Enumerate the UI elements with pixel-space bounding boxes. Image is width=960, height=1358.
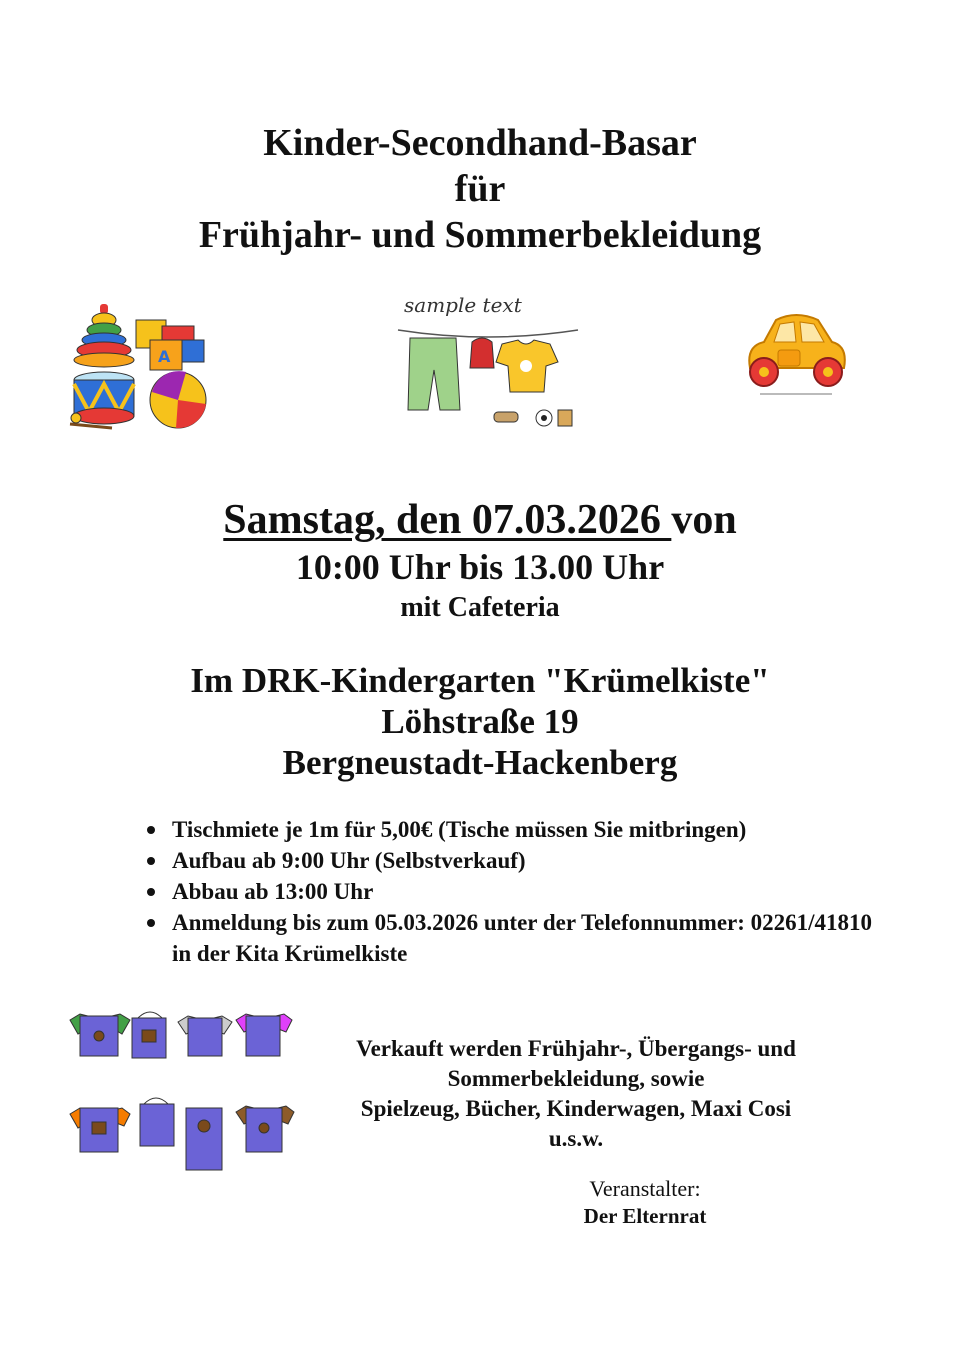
location-line-3: Bergneustadt-Hackenberg xyxy=(282,743,678,782)
details-list xyxy=(172,814,892,969)
event-time: 10:00 Uhr bis 13.00 Uhr xyxy=(295,547,665,587)
event-date-suffix: von xyxy=(671,497,737,543)
sale-info-line-1: Verkauft werden Frühjahr-, Übergangs- und xyxy=(356,1036,796,1061)
toy-car-illustration xyxy=(740,306,852,402)
details-item: Anmeldung bis zum 05.03.2026 unter der Telefonnummer: 02261/41810 in der Kita Krümelkiste xyxy=(172,907,892,969)
clothing-illustration xyxy=(66,998,298,1176)
organizer-name: Der Elternrat xyxy=(583,1204,707,1228)
sale-info-line-3: Spielzeug, Bücher, Kinderwagen, Maxi Cosi xyxy=(360,1096,792,1121)
sale-info xyxy=(316,1034,836,1154)
svg-text:A: A xyxy=(158,347,171,366)
title-line-3: Frühjahr- und Sommerbekleidung xyxy=(198,214,762,256)
details-item: Tischmiete je 1m für 5,00€ (Tische müssen Sie mitbringen) xyxy=(172,814,892,845)
sale-info-line-4: u.s.w. xyxy=(548,1126,604,1151)
sale-info-line-2: Sommerbekleidung, sowie xyxy=(447,1066,705,1091)
location-line-2: Löhstraße 19 xyxy=(381,702,579,741)
event-date xyxy=(0,496,960,544)
title-line-2: für xyxy=(454,168,506,210)
event-date-underlined: Samstag, den 07.03.2026 xyxy=(223,497,672,543)
toys-illustration xyxy=(66,300,216,436)
organizer-label: Veranstalter: xyxy=(589,1176,701,1201)
title-line-1: Kinder-Secondhand-Basar xyxy=(263,122,697,164)
location-line-1: Im DRK-Kindergarten "Krümelkiste" xyxy=(190,661,770,700)
event-extra: mit Cafeteria xyxy=(400,592,560,623)
clothesline-sample-text: sample text xyxy=(404,293,522,317)
clothesline-illustration xyxy=(398,284,578,432)
details-item: Abbau ab 13:00 Uhr xyxy=(172,876,892,907)
details-item: Aufbau ab 9:00 Uhr (Selbstverkauf) xyxy=(172,845,892,876)
